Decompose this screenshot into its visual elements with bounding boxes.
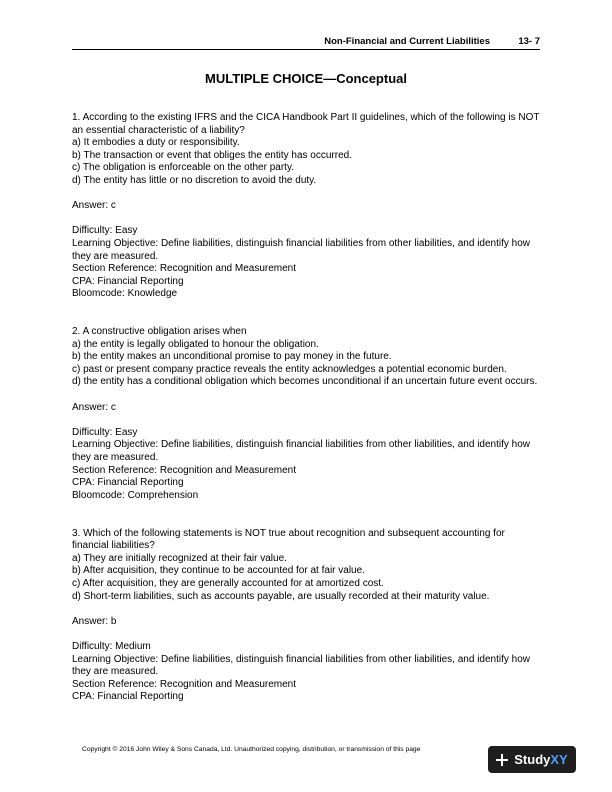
option-b: b) The transaction or event that obliges the entity has occurred. (72, 149, 352, 161)
question-2 (72, 326, 542, 502)
answer: Answer: c (72, 401, 116, 413)
question-3 (72, 528, 542, 704)
answer: Answer: c (72, 200, 116, 212)
cpa: CPA: Financial Reporting (72, 275, 184, 287)
copyright-footer: Copyright © 2016 John Wiley & Sons Canada, Ltd. Unauthorized copying, distribution, or transmission of this page (82, 746, 421, 753)
option-b: b) the entity makes an unconditional promise to pay money in the future. (72, 351, 392, 363)
difficulty: Difficulty: Easy (72, 225, 138, 237)
question-stem: 1. According to the existing IFRS and the CICA Handbook Part II guidelines, which of the following is NOT an essential characteristic of a liability? (72, 112, 540, 136)
section-reference: Section Reference: Recognition and Measurement (72, 263, 297, 275)
question-1 (72, 112, 542, 301)
plus-icon (496, 754, 508, 766)
page-number: 13- 7 (518, 36, 540, 47)
learning-objective: Learning Objective: Define liabilities, distinguish financial liabilities from other liabilities, and identify how they are measured. (72, 237, 531, 262)
studyxy-badge[interactable] (488, 746, 576, 773)
option-b: b) After acquisition, they continue to be accounted for at fair value. (72, 565, 365, 577)
question-stem: 3. Which of the following statements is NOT true about recognition and subsequent accounting for financial liabilities? (72, 527, 505, 552)
option-a: a) They are initially recognized at their fair value. (72, 552, 287, 564)
question-list (72, 112, 542, 704)
option-c: c) The obligation is enforceable on the other party. (72, 162, 294, 174)
bloomcode: Bloomcode: Knowledge (72, 288, 178, 300)
brand-accent: XY (550, 752, 568, 767)
brand-logo (514, 752, 567, 767)
option-c: c) past or present company practice reveals the entity acknowledges a potential economic burden. (72, 363, 507, 375)
option-c: c) After acquisition, they are generally accounted for at amortized cost. (72, 577, 384, 589)
bloomcode: Bloomcode: Comprehension (72, 489, 199, 501)
page-header (72, 33, 540, 50)
section-reference: Section Reference: Recognition and Measurement (72, 678, 297, 690)
option-d: d) the entity has a conditional obligation which becomes unconditional if an uncertain future event occurs. (72, 376, 538, 388)
cpa: CPA: Financial Reporting (72, 691, 184, 703)
option-d: d) Short-term liabilities, such as accounts payable, are usually recorded at their maturity value. (72, 590, 490, 602)
option-d: d) The entity has little or no discretion to avoid the duty. (72, 174, 317, 186)
option-a: a) the entity is legally obligated to honour the obligation. (72, 338, 319, 350)
question-stem: 2. A constructive obligation arises when (72, 326, 247, 338)
option-a: a) It embodies a duty or responsibility. (72, 137, 240, 149)
learning-objective: Learning Objective: Define liabilities, distinguish financial liabilities from other liabilities, and identify how they are measured. (72, 439, 531, 464)
section-title: MULTIPLE CHOICE—Conceptual (205, 71, 407, 86)
brand-main: Study (514, 752, 551, 767)
cpa: CPA: Financial Reporting (72, 477, 184, 489)
answer: Answer: b (72, 615, 117, 627)
section-reference: Section Reference: Recognition and Measurement (72, 464, 297, 476)
difficulty: Difficulty: Medium (72, 640, 151, 652)
difficulty: Difficulty: Easy (72, 426, 138, 438)
chapter-title: Non-Financial and Current Liabilities (324, 36, 490, 47)
learning-objective: Learning Objective: Define liabilities, distinguish financial liabilities from other liabilities, and identify how they are measured. (72, 653, 531, 678)
